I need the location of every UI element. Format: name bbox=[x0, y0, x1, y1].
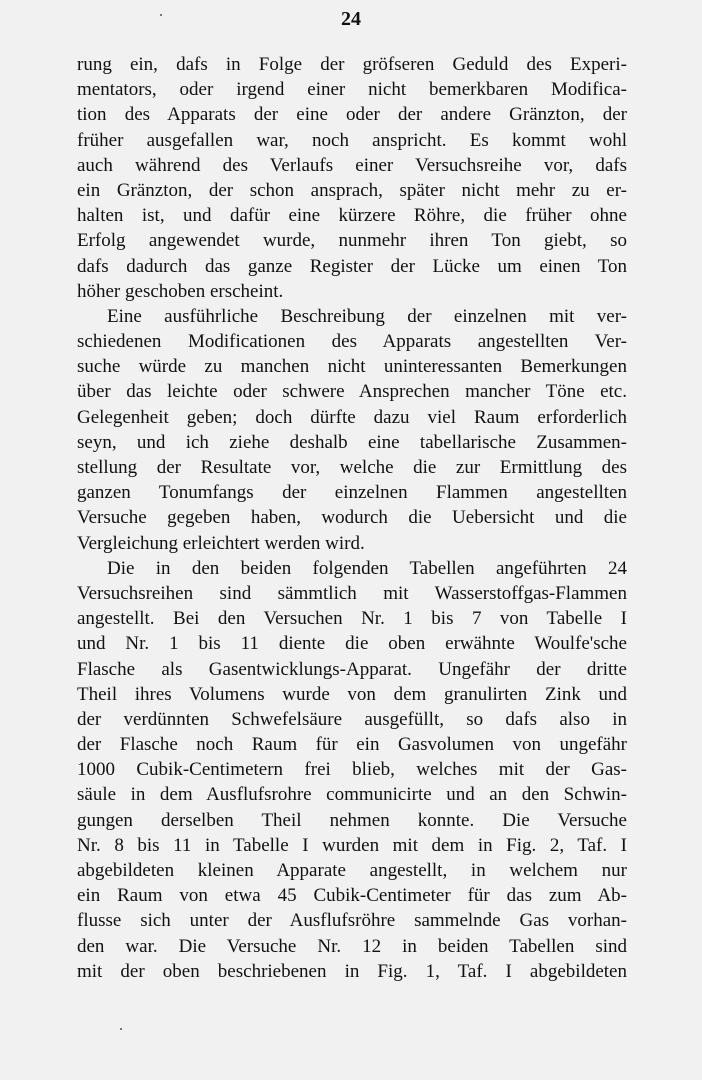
text-line: angestellt. Bei den Versuchen Nr. 1 bis 7 von Tabelle I bbox=[77, 608, 627, 630]
text-line: suche würde zu manchen nicht uninteressanten Bemerkungen bbox=[77, 356, 627, 378]
text-line: ein Raum von etwa 45 Cubik-Centimeter für das zum Ab- bbox=[77, 885, 627, 907]
page-number: 24 bbox=[341, 8, 361, 30]
text-line: stellung der Resultate vor, welche die zur Ermittlung des bbox=[77, 457, 627, 478]
text-line: Gelegenheit geben; doch dürfte dazu viel Raum erforderlich bbox=[77, 406, 627, 428]
scan-speck bbox=[120, 1028, 122, 1030]
text-line: Theil ihres Volumens wurde von dem granulirten Zink und bbox=[77, 683, 627, 705]
text-line: 1000 Cubik-Centimetern frei blieb, welches mit der Gas- bbox=[77, 759, 627, 781]
text-line: der Flasche noch Raum für ein Gasvolumen von ungefähr bbox=[77, 734, 627, 756]
text-line: ein Gränzton, der schon ansprach, später nicht mehr zu er- bbox=[77, 179, 627, 201]
text-line: Flasche als Gasentwicklungs-Apparat. Ungefähr der dritte bbox=[77, 658, 627, 680]
text-line: Erfolg angewendet wurde, nunmehr ihren Ton giebt, so bbox=[77, 230, 627, 252]
text-line: seyn, und ich ziehe deshalb eine tabellarische Zusammen- bbox=[77, 431, 627, 453]
text-line: den war. Die Versuche Nr. 12 in beiden Tabellen sind bbox=[77, 935, 627, 957]
text-line: mit der oben beschriebenen in Fig. 1, Taf. I abgebildeten bbox=[77, 960, 627, 982]
text-line: ganzen Tonumfangs der einzelnen Flammen angestellten bbox=[77, 482, 627, 504]
text-line: abgebildeten kleinen Apparate angestellt, in welchem nur bbox=[77, 860, 627, 881]
text-line: der verdünnten Schwefelsäure ausgefüllt, so dafs also in bbox=[77, 708, 627, 730]
text-line: dafs dadurch das ganze Register der Lücke um einen Ton bbox=[77, 255, 627, 277]
text-line: höher geschoben erscheint. bbox=[77, 280, 284, 302]
text-line: mentators, oder irgend einer nicht bemerkbaren Modifica- bbox=[77, 79, 627, 101]
text-line: Die in den beiden folgenden Tabellen angeführten 24 bbox=[107, 557, 627, 579]
text-line: Nr. 8 bis 11 in Tabelle I wurden mit dem in Fig. 2, Taf. I bbox=[77, 834, 627, 856]
text-line: schiedenen Modificationen des Apparats angestellten Ver- bbox=[77, 331, 627, 353]
text-line: und Nr. 1 bis 11 diente die oben erwähnte Woulfe'sche bbox=[77, 633, 627, 655]
text-line: tion des Apparats der eine oder der andere Gränzton, der bbox=[77, 104, 627, 126]
text-line: Vergleichung erleichtert werden wird. bbox=[77, 532, 365, 554]
text-line: Eine ausführliche Beschreibung der einzelnen mit ver- bbox=[107, 305, 627, 327]
text-line: gungen derselben Theil nehmen konnte. Die Versuche bbox=[77, 809, 627, 831]
text-line: über das leichte oder schwere Ansprechen mancher Töne etc. bbox=[77, 381, 627, 403]
text-line: früher ausgefallen war, noch anspricht. Es kommt wohl bbox=[77, 129, 627, 151]
text-line: rung ein, dafs in Folge der gröfseren Geduld des Experi- bbox=[77, 54, 627, 75]
text-line: flusse sich unter der Ausflufsröhre sammelnde Gas vorhan- bbox=[77, 910, 627, 932]
text-line: auch während des Verlaufs einer Versuchsreihe vor, dafs bbox=[77, 154, 627, 176]
text-line: säule in dem Ausflufsrohre communicirte und an den Schwin- bbox=[77, 784, 627, 806]
text-line: Versuche gegeben haben, wodurch die Uebersicht und die bbox=[77, 507, 627, 529]
text-line: Versuchsreihen sind sämmtlich mit Wasserstoffgas-Flammen bbox=[77, 582, 627, 604]
body-text bbox=[77, 52, 627, 984]
text-line: halten ist, und dafür eine kürzere Röhre, die früher ohne bbox=[77, 205, 627, 227]
scan-speck bbox=[160, 14, 162, 16]
